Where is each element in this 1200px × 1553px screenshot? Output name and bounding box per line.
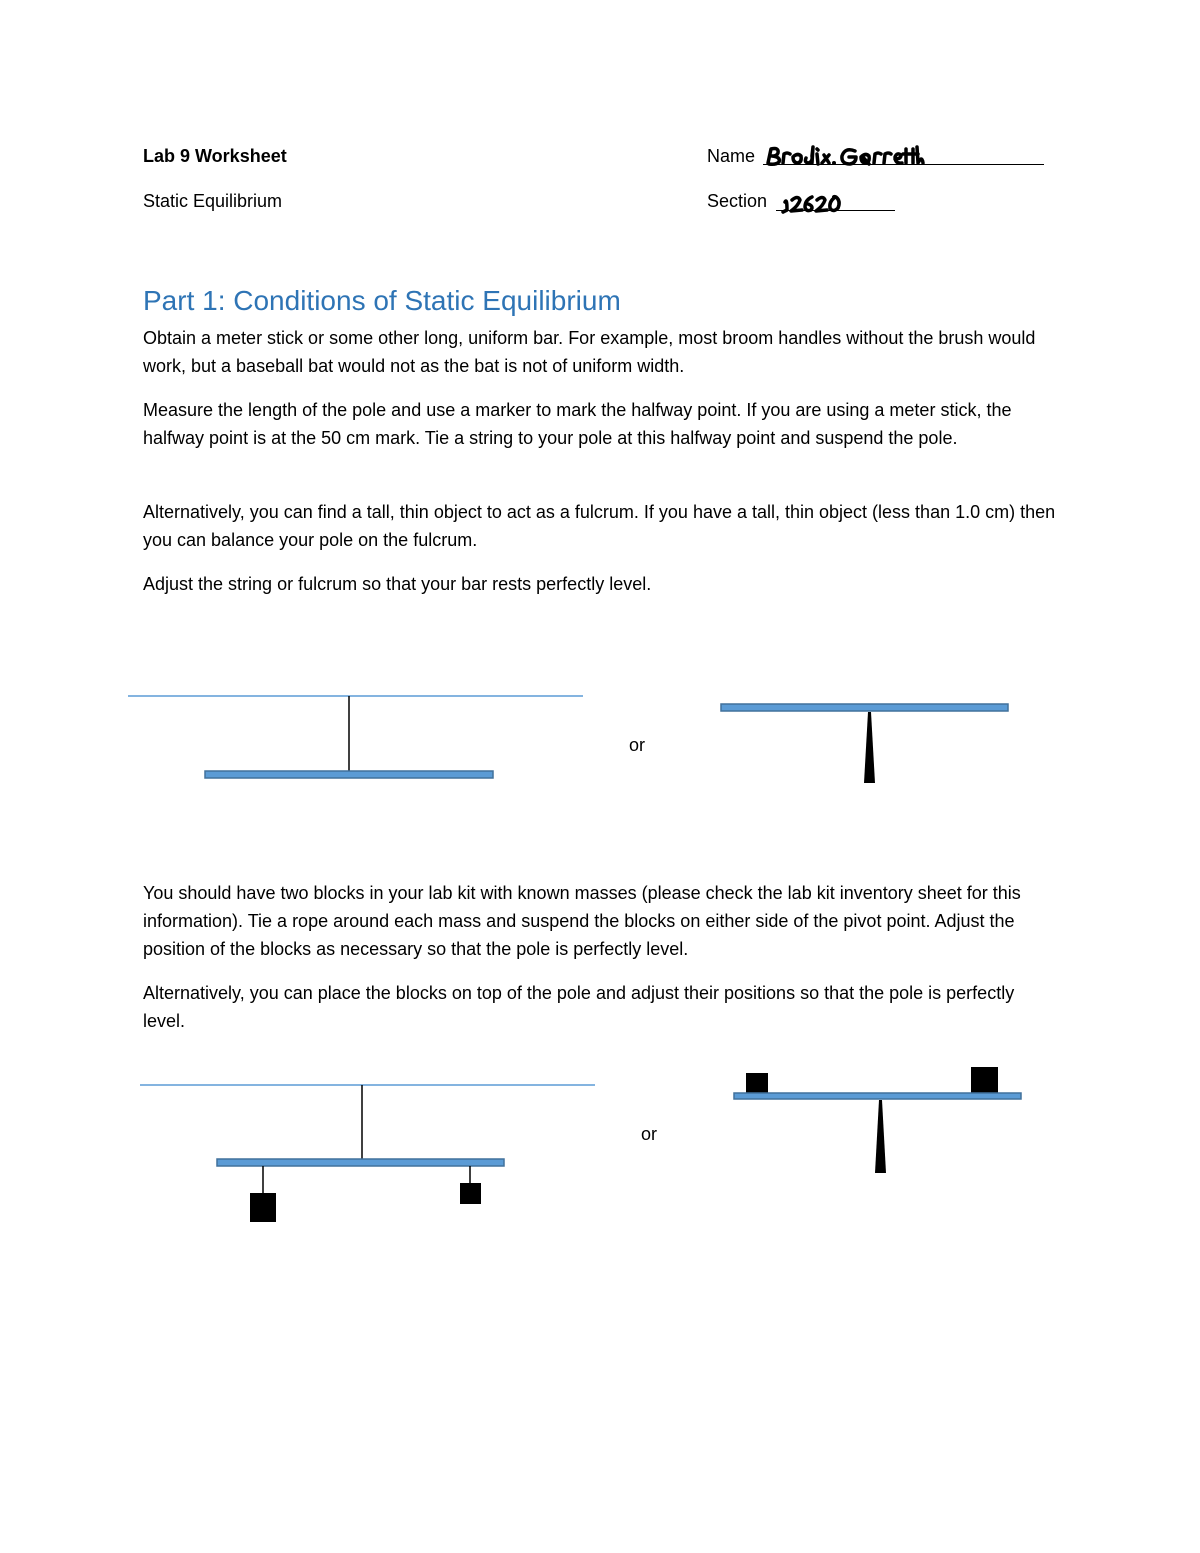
lab-subtitle: Static Equilibrium (143, 191, 283, 211)
paragraph-fulcrum: Alternatively, you can find a tall, thin object to act as a fulcrum. If you have a tall, thin object (less than 1.0 cm) then you can balance your pole on the fulcrum. (143, 502, 1056, 550)
balanced-bar (734, 1093, 1021, 1099)
left-hanging-block (250, 1193, 276, 1222)
figure-hanging-pole-with-masses (140, 1085, 595, 1222)
figure-fulcrum-pole (721, 704, 1008, 783)
balanced-bar (721, 704, 1008, 711)
left-top-block (746, 1073, 768, 1094)
hanging-bar (217, 1159, 504, 1166)
or-label-figure-2: or (641, 1124, 658, 1144)
paragraph-measure-halfway: Measure the length of the pole and use a marker to mark the halfway point. If you are using a meter stick, the halfway point is at the 50 cm mark. Tie a string to your pole at this halfway point and suspend the pole. (143, 400, 1012, 448)
right-top-block (971, 1067, 998, 1094)
paragraph-two-blocks: You should have two blocks in your lab kit with known masses (please check the lab kit inventory sheet for this information). Tie a rope around each mass and suspend the blocks on either side of the pivot point. Adjust the position of the blocks as necessary so that the pole is perfectly level. (143, 883, 1021, 959)
or-label-figure-1: or (629, 735, 646, 755)
name-label: Name (707, 146, 756, 166)
figure-fulcrum-pole-with-masses (734, 1067, 1021, 1173)
figure-hanging-pole (128, 696, 583, 778)
paragraph-meter-stick: Obtain a meter stick or some other long, uniform bar. For example, most broom handles without the brush would work, but a baseball bat would not as the bat is not of uniform width. (143, 328, 1036, 376)
lab-title: Lab 9 Worksheet (143, 146, 287, 166)
fulcrum (864, 712, 875, 783)
section-label: Section (707, 191, 768, 211)
right-hanging-block (460, 1183, 481, 1204)
paragraph-adjust-level: Adjust the string or fulcrum so that your bar rests perfectly level. (143, 574, 652, 594)
hanging-bar (205, 771, 493, 778)
paragraph-blocks-on-top: Alternatively, you can place the blocks on top of the pole and adjust their positions so that the pole is perfectly level. (143, 983, 1015, 1031)
fulcrum (875, 1100, 886, 1173)
part-1-heading: Part 1: Conditions of Static Equilibrium (143, 285, 621, 316)
